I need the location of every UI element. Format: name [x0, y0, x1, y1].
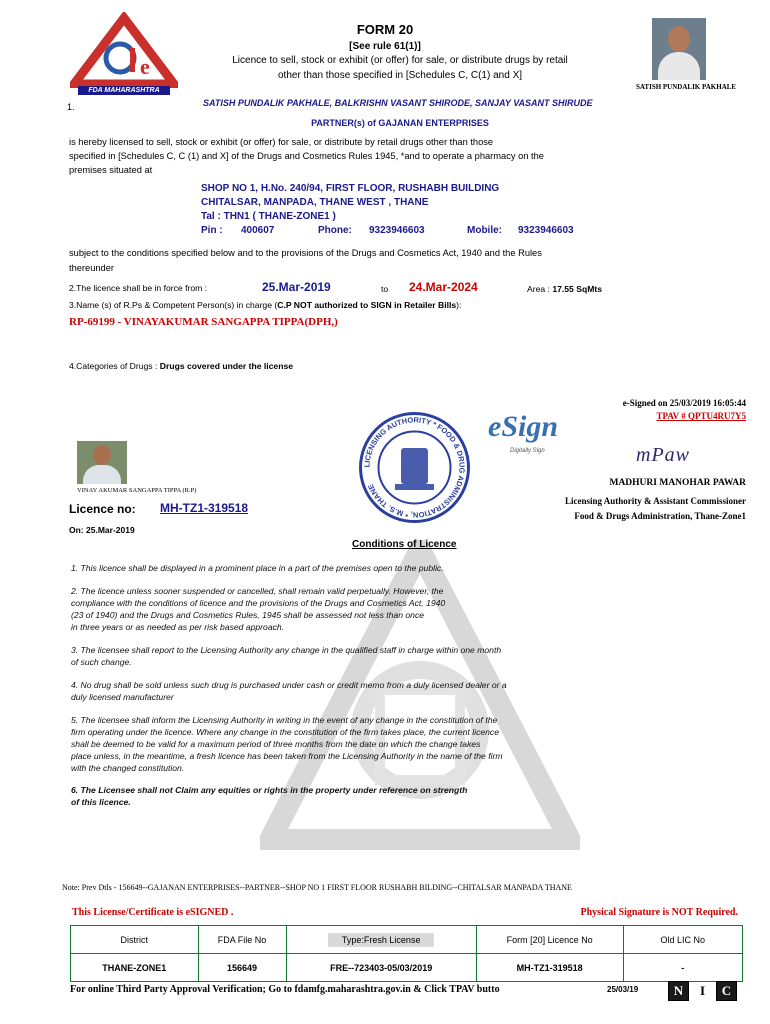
pin-value: 400607	[241, 225, 275, 236]
licence-on	[69, 525, 135, 535]
condition-3-line-1: 3. The licensee shall report to the Licensing Authority any change in the qualified staff in charge within one month	[71, 645, 502, 655]
physical-signature-notice: Physical Signature is NOT Required.	[580, 907, 738, 918]
tpav-number[interactable]: TPAV # QPTU4RU7Y5	[656, 411, 746, 421]
item4-line	[69, 361, 293, 371]
tpav-verification-text: For online Third Party Approval Verification; Go to fdamfg.maharashtra.gov.in & Click TPAV butto	[70, 984, 500, 995]
header-type	[286, 926, 476, 954]
value-type: FRE--723403-05/03/2019	[286, 954, 476, 982]
nic-letter-i: I	[699, 983, 706, 998]
officer-title: Licensing Authority & Assistant Commissioner	[564, 496, 746, 506]
item3-bold: C.P NOT authorized to SIGN in Retailer Bills	[277, 300, 457, 310]
condition-2-line-4: in three years or as needed as per risk based approach.	[71, 622, 285, 632]
condition-5-line-5: with the changed constitution.	[71, 763, 185, 773]
subject-text-2: thereunder	[69, 263, 114, 273]
subtitle-line-1: Licence to sell, stock or exhibit (or offer) for sale, or distribute drugs by retail	[232, 55, 568, 66]
phone-label: Phone:	[318, 225, 352, 236]
condition-4-line-1: 4. No drug shall be sold unless such drug is purchased under cash or credit memo from a duly licensed dealer or a	[71, 680, 507, 690]
value-licence-no: MH-TZ1-319518	[476, 954, 623, 982]
table-header-row	[71, 926, 743, 954]
svg-text:e: e	[140, 54, 150, 79]
value-old-lic-no: -	[623, 954, 742, 982]
licensed-text-1: is hereby licensed to sell, stock or exhibit (or offer) for sale, or distribute by retail drugs other than those	[69, 137, 494, 147]
official-seal-icon	[357, 410, 472, 525]
fda-logo	[70, 12, 178, 98]
licence-on-label: On:	[69, 525, 84, 535]
area-label: Area :	[527, 284, 550, 294]
subject-text-1: subject to the conditions specified below and to the provisions of the Drugs and Cosmetics Act, 1940 and the Rules	[69, 248, 542, 258]
header-licence-no: Form [20] Licence No	[476, 926, 623, 954]
fda-logo-mark-icon	[70, 12, 178, 88]
to-date: 24.Mar-2024	[409, 280, 478, 294]
condition-5-line-1: 5. The licensee shall inform the Licensing Authority in writing in the event of any change in the constitution of the	[71, 715, 498, 725]
partners-names: SATISH PUNDALIK PAKHALE, BALKRISHN VASANT SHIRODE, SANJAY VASANT SHIRUDE	[203, 98, 593, 108]
condition-5-line-2: firm operating under the licence. Where any change in the constitution of the firm takes place, the current licence	[71, 727, 500, 737]
pin-label: Pin :	[201, 225, 223, 236]
rule-reference: [See rule 61(1)]	[349, 41, 421, 52]
condition-6-line-1: 6. The Licensee shall not Claim any equities or rights in the property under reference on strength	[71, 785, 468, 795]
esign-logo	[488, 410, 588, 462]
previous-details-note: Note: Prev Dtls - 156649--GAJANAN ENTERPRISES--PARTNER--SHOP NO 1 FIRST FLOOR RUSHABH BILDING--CHITALSAR MANPADA THANE	[62, 883, 572, 892]
condition-6-line-2: of this licence.	[71, 797, 131, 807]
rp-name: RP-69199 - VINAYAKUMAR SANGAPPA TIPPA(DPH,)	[69, 316, 338, 328]
item4-value: Drugs covered under the license	[159, 361, 294, 371]
condition-2-line-2: compliance with the conditions of licence and the provisions of the Drugs and Cosmetics Act, 1940	[71, 598, 446, 608]
footer-date: 25/03/19	[607, 985, 639, 994]
condition-2-line-1: 2. The licence unless sooner suspended or cancelled, shall remain valid perpetually. However, the	[71, 586, 444, 596]
value-fda-file-no: 156649	[198, 954, 286, 982]
licensed-text-3: premises situated at	[69, 165, 153, 175]
item3-end: ):	[456, 300, 462, 310]
mobile-value: 9323946603	[518, 225, 574, 236]
condition-2-line-3: (23 of 1940) and the Drugs and Cosmetics Rules, 1945 shall be assessed not less than once	[71, 610, 425, 620]
table-row	[71, 954, 743, 982]
esigned-notice: This License/Certificate is eSIGNED .	[72, 907, 234, 918]
header-old-lic-no: Old LIC No	[623, 926, 742, 954]
svg-text:LICENSING AUTHORITY * FOOD & D: LICENSING AUTHORITY * FOOD & DRUG ADMINISTRATION, * M.S. THANE	[362, 415, 467, 520]
esign-logo-text: eSign	[488, 410, 559, 443]
conditions-title: Conditions of Licence	[352, 539, 457, 550]
officer-office: Food & Drugs Administration, Thane-Zone1	[574, 511, 746, 521]
digitally-sign-label: Digitally Sign	[510, 448, 545, 454]
photo-caption: SATISH PUNDALIK PAKHALE	[636, 83, 737, 91]
item3-label: 3.Name (s) of R.Ps & Competent Person(s) in charge (	[69, 300, 278, 310]
partner-photo	[652, 18, 706, 80]
phone-value: 9323946603	[369, 225, 425, 236]
form-title: FORM 20	[356, 22, 414, 37]
mobile-label: Mobile:	[467, 225, 502, 236]
header-district: District	[71, 926, 199, 954]
condition-5-line-4: place unless, in the meantime, a fresh licence has been taken from the Licensing Authority in the name of the firm	[71, 751, 503, 761]
condition-3-line-2: of such change.	[71, 657, 132, 667]
to-label: to	[381, 284, 389, 294]
rp-photo	[77, 441, 127, 484]
rp-caption: VINAY AKUMAR SANGAPPA TIPPA (R.P)	[77, 487, 197, 494]
nic-letter-n: N	[668, 981, 689, 1001]
esigned-on: e-Signed on 25/03/2019 16:05:44	[622, 398, 746, 408]
logo-caption: FDA MAHARASHTRA	[78, 86, 170, 95]
address-line-2: CHITALSAR, MANPADA, THANE WEST , THANE	[201, 197, 429, 208]
header-fda-file-no: FDA File No	[198, 926, 286, 954]
area-value: 17.55 SqMts	[552, 284, 603, 294]
address-line-1: SHOP NO 1, H.No. 240/94, FIRST FLOOR, RUSHABH BUILDING	[201, 183, 500, 194]
licence-label: Licence no:	[69, 502, 136, 516]
licence-on-date: 25.Mar-2019	[86, 525, 135, 535]
licensed-text-2: specified in [Schedules C, C (1) and X] of the Drugs and Cosmetics Rules 1945, *and to operate a pharmacy on the	[69, 151, 544, 161]
subtitle-line-2: other than those specified in [Schedules C, C(1) and X]	[277, 70, 523, 81]
from-date: 25.Mar-2019	[262, 280, 331, 294]
handwritten-signature: mPaw	[636, 444, 690, 466]
address-line-3: Tal : THN1 ( THANE-ZONE1 )	[201, 211, 336, 222]
type-label: Type:Fresh License	[328, 933, 435, 947]
condition-5-line-3: shall be deemed to be valid for a maximum period of three months from the date on which the change takes	[71, 739, 481, 749]
nic-letter-c: C	[716, 981, 737, 1001]
partners-firm: PARTNER(s) of GAJANAN ENTERPRISES	[311, 118, 489, 128]
licence-number: MH-TZ1-319518	[160, 501, 249, 515]
item4-label: 4.Categories of Drugs :	[69, 361, 158, 371]
officer-name: MADHURI MANOHAR PAWAR	[609, 478, 746, 488]
force-label: 2.The licence shall be in force from :	[69, 283, 208, 293]
condition-1: 1. This licence shall be displayed in a prominent place in a part of the premises open to the public.	[71, 563, 444, 573]
condition-4-line-2: duly licensed manufacturer	[71, 692, 174, 702]
licence-summary-table	[70, 925, 743, 982]
item-number: 1.	[67, 102, 75, 112]
value-district: THANE-ZONE1	[71, 954, 199, 982]
item3-line	[69, 300, 461, 310]
